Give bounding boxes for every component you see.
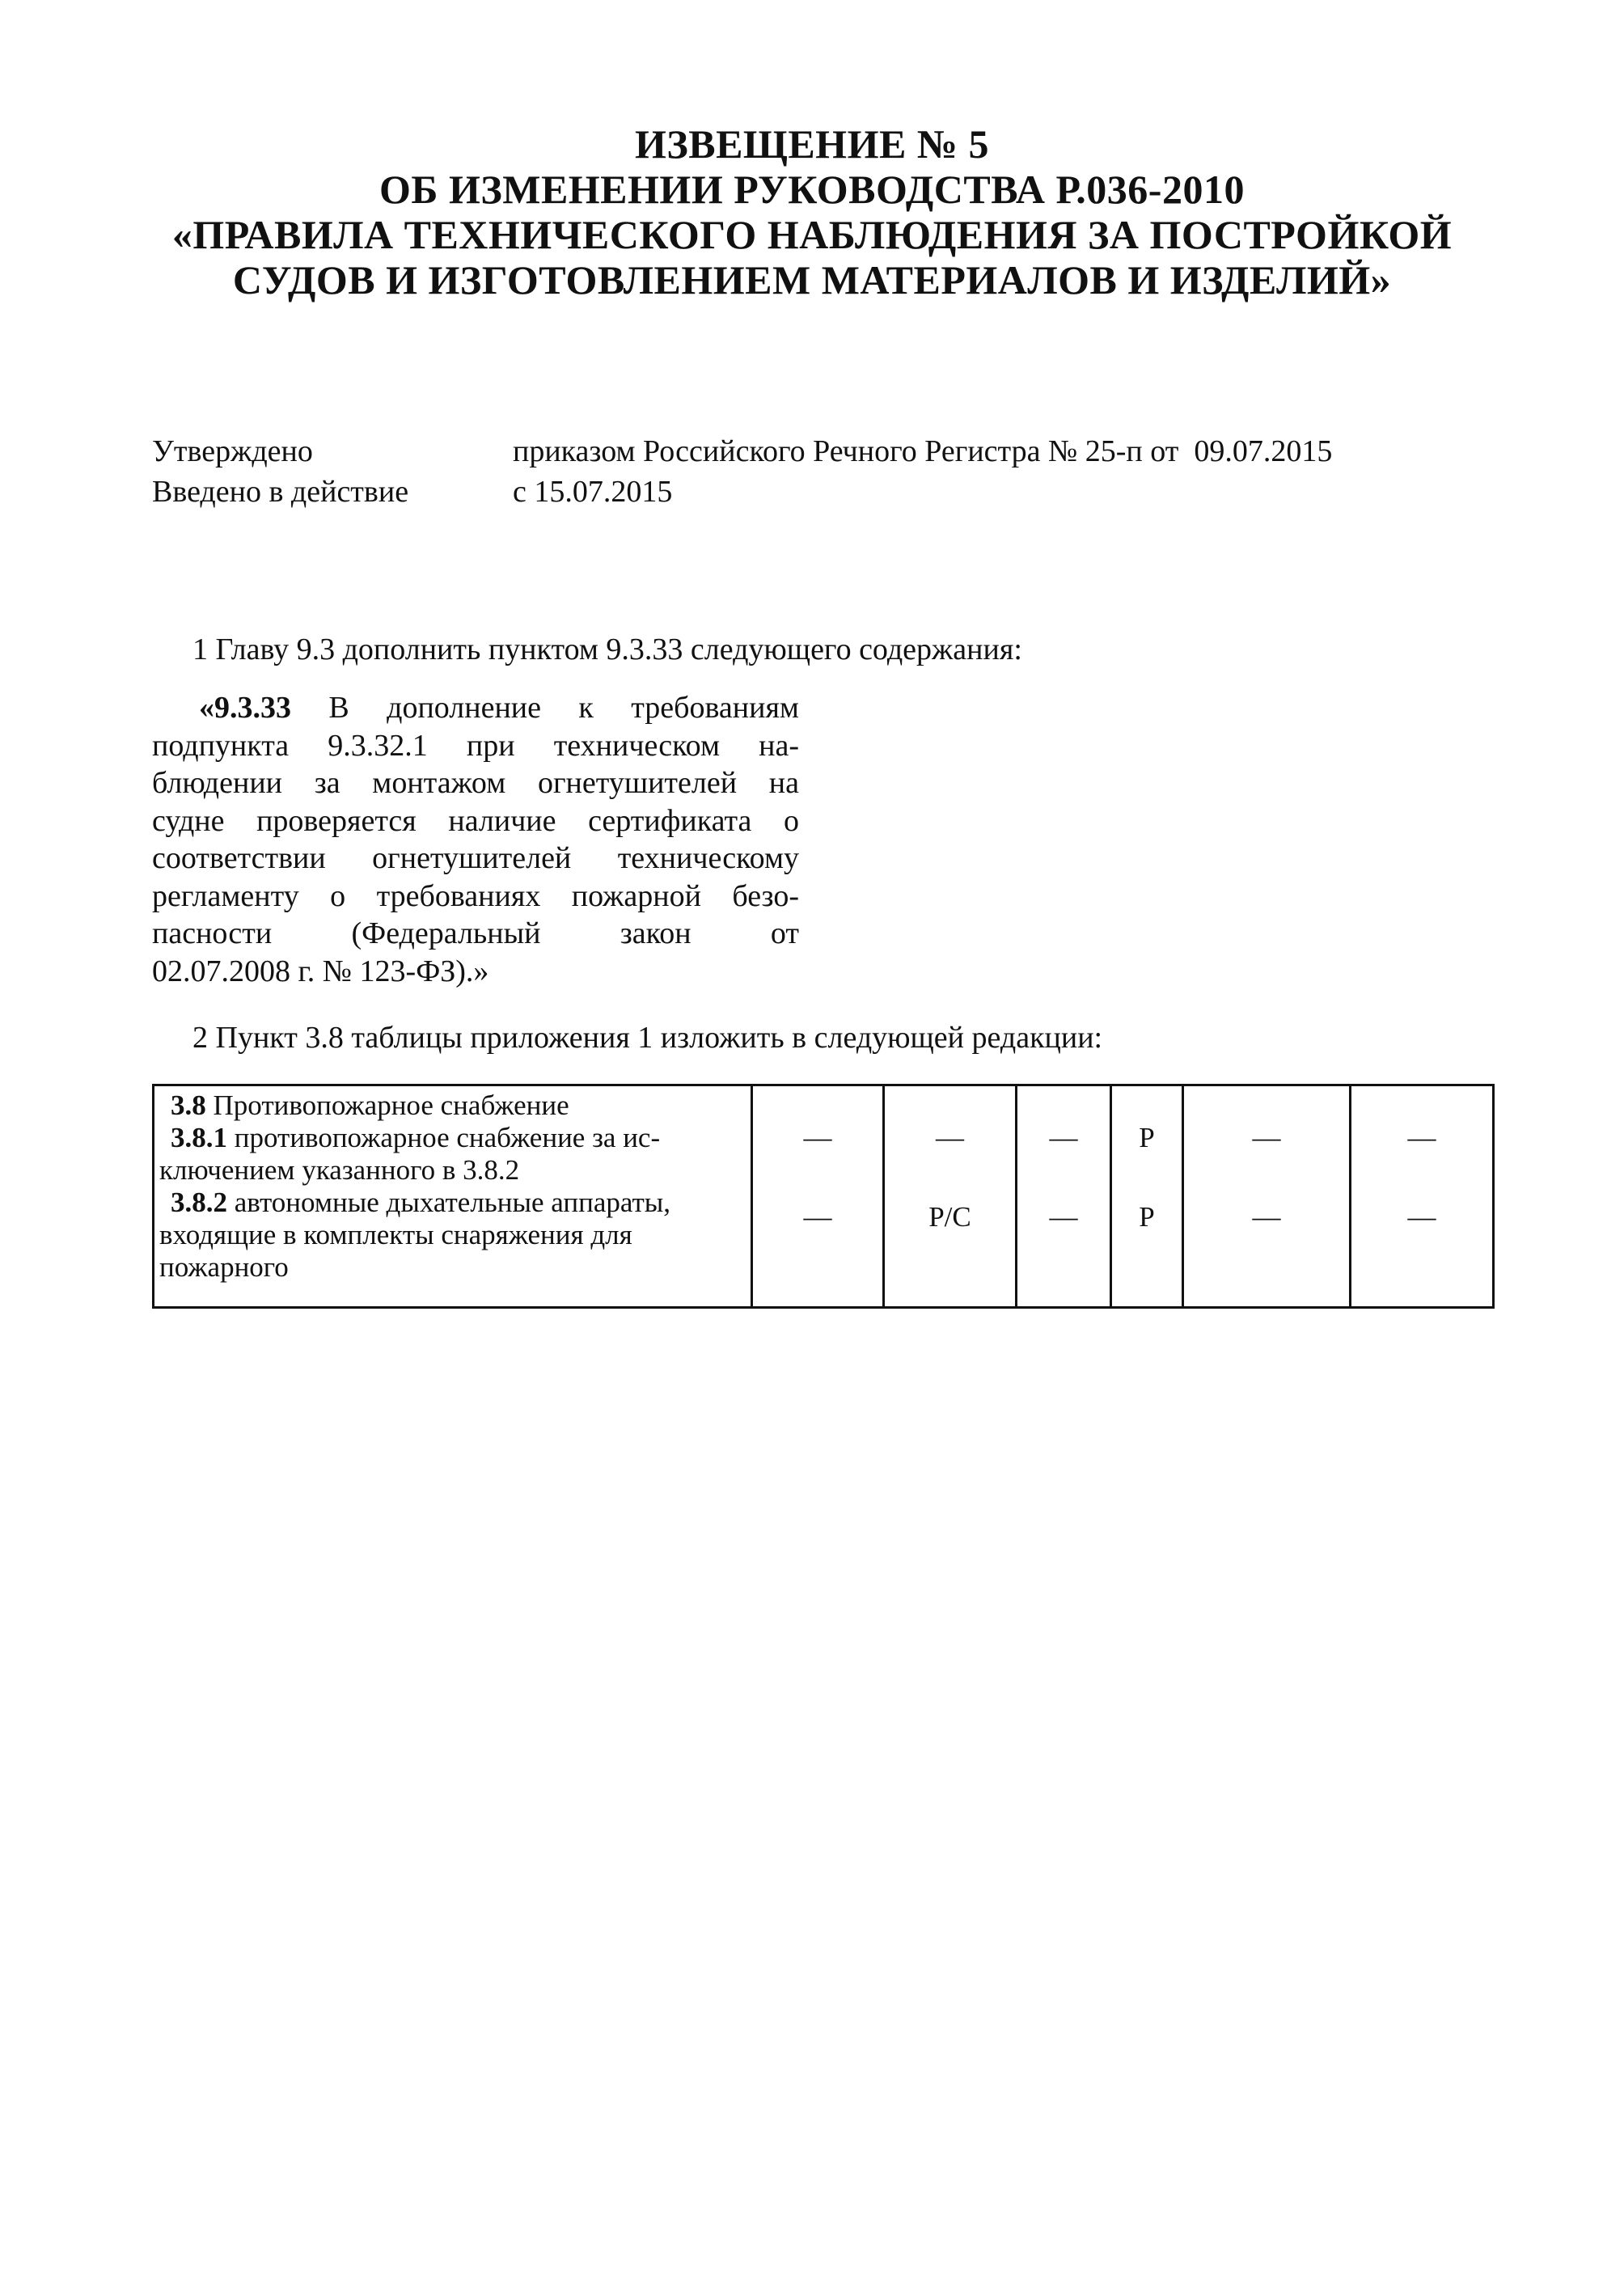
document-title [0,121,1624,302]
quote-line [152,840,799,878]
cell-value: — [1252,1201,1281,1233]
clause-number: «9.3.33 [199,691,291,725]
word: В [328,691,349,725]
word: проверяется [256,803,417,838]
word: на- [759,728,799,763]
approval-block [152,431,1462,512]
cell-value: — [1407,1122,1436,1153]
item-number: 3.8 [171,1089,206,1121]
word: техническому [617,841,799,875]
word: требованиях [376,878,541,913]
word: закон [620,916,691,950]
word: к [578,691,594,725]
row-description [154,1085,752,1308]
table-row [154,1085,1494,1308]
table-cell [1017,1085,1111,1308]
word: пожарной [571,878,701,913]
item-2-paragraph: 2 Пункт 3.8 таблицы приложения 1 изложить в следующей редакции: [192,1021,1103,1055]
title-line-4: СУДОВ И ИЗГОТОВЛЕНИЕМ МАТЕРИАЛОВ И ИЗДЕЛИЙ» [232,257,1392,302]
word: пасности [152,916,273,950]
quote-line [152,727,799,765]
item-number: 3.8.2 [171,1187,227,1218]
quote-line [152,802,799,840]
quote-line [152,764,799,802]
word: судне [152,803,225,838]
word: блюдении [152,766,283,800]
table-cell [884,1085,1017,1308]
item-text: ключением указанного в 3.8.2 [159,1154,520,1186]
word: за [314,766,340,800]
title-line-2: ОБ ИЗМЕНЕНИИ РУКОВОДСТВА Р.036-2010 [379,167,1245,212]
word: 9.3.32.1 [328,728,428,763]
row-2-text [159,1187,742,1219]
cell-value: Р/С [928,1201,971,1233]
word: техническом [553,728,720,763]
word: подпункта [152,728,290,763]
item-text: противопожарное снабжение за ис- [234,1122,661,1153]
quoted-clause [152,689,799,990]
cell-value: — [803,1122,832,1153]
word: при [466,728,515,763]
cell-value: — [1049,1201,1078,1233]
table-cell [752,1085,884,1308]
approved-value: приказом Российского Речного Регистра № 25-п от 09.07.2015 [513,434,1333,468]
word: на [768,766,799,800]
cell-value: Р [1139,1201,1155,1233]
row-1-text [159,1122,742,1154]
cell-value: — [936,1122,964,1153]
approved-label: Утверждено [152,434,313,468]
title-line-1: ИЗВЕЩЕНИЕ № 5 [634,121,990,167]
quote-line [152,953,799,991]
word: 02.07.2008 г. № 123-ФЗ).» [152,954,489,988]
effective-label: Введено в действие [152,475,409,509]
item-text: Противопожарное снабжение [213,1089,569,1121]
quote-line [152,878,799,916]
word: дополнение [387,691,541,725]
item-text: пожарного [159,1251,289,1283]
cell-value: — [1252,1122,1281,1153]
word: (Федеральный [351,916,541,950]
word: сертификата [588,803,752,838]
word: соответствии [152,841,326,875]
word: безо- [732,878,799,913]
appendix-table [152,1084,1495,1309]
cell-value: Р [1139,1122,1155,1153]
quote-line [152,689,799,727]
title-line-3: «ПРАВИЛА ТЕХНИЧЕСКОГО НАБЛЮДЕНИЯ ЗА ПОСТРОЙКОЙ [171,212,1453,257]
item-1-paragraph: 1 Главу 9.3 дополнить пунктом 9.3.33 следующего содержания: [192,632,1022,666]
table-cell [1183,1085,1351,1308]
word: огнетушителей [372,841,572,875]
word: о [330,878,346,913]
quote-line [152,915,799,953]
word: монтажом [372,766,506,800]
word: наличие [448,803,556,838]
effective-value: с 15.07.2015 [513,475,673,509]
word: регламенту [152,878,299,913]
item-text: автономные дыхательные аппараты, [234,1187,671,1218]
cell-value: — [1049,1122,1078,1153]
cell-value: — [1407,1201,1436,1233]
item-text: входящие в комплекты снаряжения для [159,1219,632,1250]
word: о [783,803,799,838]
word: огнетушителей [537,766,738,800]
cell-value: — [803,1201,832,1233]
word: от [770,916,799,950]
word: требованиям [631,691,799,725]
table-cell [1351,1085,1494,1308]
item-number: 3.8.1 [171,1122,227,1153]
table-heading [159,1089,742,1122]
table-cell [1111,1085,1183,1308]
